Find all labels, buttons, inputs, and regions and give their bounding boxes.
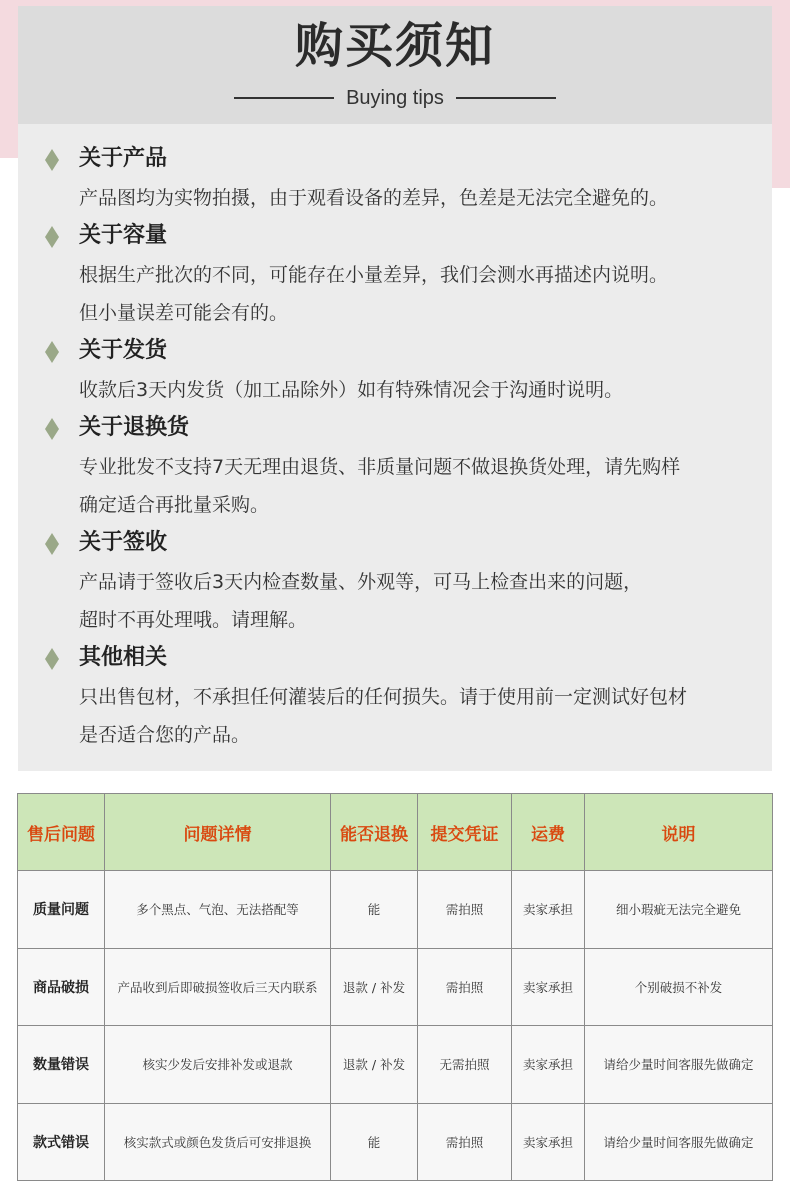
table-cell-shipping: 卖家承担 [512, 871, 585, 949]
table-header-cell: 运费 [512, 794, 585, 871]
section-receipt [18, 525, 772, 639]
diamond-icon [45, 341, 59, 363]
section-line: 根据生产批次的不同，可能存在小量差异，我们会测水再描述内说明。 [79, 264, 669, 286]
section-capacity [18, 218, 772, 332]
section-title: 关于产品 [79, 146, 168, 171]
table-cell-issue: 质量问题 [18, 871, 105, 949]
page-title: 购买须知 [294, 18, 495, 74]
table-cell-returnable: 能 [331, 871, 418, 949]
table-cell-detail: 核实款式或颜色发货后可安排退换 [105, 1103, 331, 1181]
table-header-cell: 售后问题 [18, 794, 105, 871]
section-line: 收款后3天内发货（加工品除外）如有特殊情况会于沟通时说明。 [79, 379, 624, 401]
table-cell-note: 请给少量时间客服先做确定 [585, 1026, 773, 1104]
section-title: 关于发货 [79, 338, 168, 363]
section-shipping [18, 333, 772, 409]
table-cell-detail: 核实少发后安排补发或退款 [105, 1026, 331, 1104]
section-title: 关于签收 [79, 530, 168, 555]
diamond-icon [45, 226, 59, 248]
section-line: 超时不再处理哦。请理解。 [79, 609, 308, 631]
table-cell-evidence: 无需拍照 [418, 1026, 512, 1104]
table-cell-evidence: 需拍照 [418, 948, 512, 1026]
table-row [18, 948, 773, 1026]
table-header-cell: 问题详情 [105, 794, 331, 871]
subtitle-rule-left [234, 97, 334, 99]
section-line: 产品图均为实物拍摄，由于观看设备的差异，色差是无法完全避免的。 [79, 187, 669, 209]
table-cell-returnable: 退款 / 补发 [331, 948, 418, 1026]
table-cell-issue: 款式错误 [18, 1103, 105, 1181]
table-cell-note: 细小瑕疵无法完全避免 [585, 871, 773, 949]
diamond-icon [45, 149, 59, 171]
table-cell-issue: 数量错误 [18, 1026, 105, 1104]
table-cell-shipping: 卖家承担 [512, 948, 585, 1026]
table-cell-returnable: 退款 / 补发 [331, 1026, 418, 1104]
page-subtitle: Buying tips [346, 87, 444, 109]
table-cell-detail: 产品收到后即破损签收后三天内联系 [105, 948, 331, 1026]
section-title: 关于容量 [79, 223, 168, 248]
notice-sections [18, 141, 772, 755]
section-line: 只出售包材，不承担任何灌装后的任何损失。请于使用前一定测试好包材 [79, 686, 688, 708]
section-line: 产品请于签收后3天内检查数量、外观等，可马上检查出来的问题， [79, 571, 643, 593]
section-other [18, 640, 772, 754]
table-cell-detail: 多个黑点、气泡、无法搭配等 [105, 871, 331, 949]
diamond-icon [45, 648, 59, 670]
section-line: 确定适合再批量采购。 [79, 494, 270, 516]
table-header-cell: 说明 [585, 794, 773, 871]
section-line: 是否适合您的产品。 [79, 724, 251, 746]
table-cell-returnable: 能 [331, 1103, 418, 1181]
table-cell-shipping: 卖家承担 [512, 1103, 585, 1181]
table-cell-shipping: 卖家承担 [512, 1026, 585, 1104]
table-cell-evidence: 需拍照 [418, 871, 512, 949]
table-row [18, 871, 773, 949]
after-sales-table-container [17, 793, 772, 1181]
table-cell-note: 请给少量时间客服先做确定 [585, 1103, 773, 1181]
table-header-cell: 提交凭证 [418, 794, 512, 871]
section-title: 其他相关 [79, 645, 168, 670]
table-header-row [18, 794, 773, 871]
notice-header [18, 6, 772, 124]
table-cell-issue: 商品破损 [18, 948, 105, 1026]
section-product [18, 141, 772, 217]
subtitle-rule-right [456, 97, 556, 99]
section-returns [18, 410, 772, 524]
buying-notice-panel [18, 6, 772, 771]
table-header-cell: 能否退换 [331, 794, 418, 871]
table-row [18, 1103, 773, 1181]
diamond-icon [45, 418, 59, 440]
subtitle-row [18, 84, 772, 112]
table-cell-evidence: 需拍照 [418, 1103, 512, 1181]
table-cell-note: 个别破损不补发 [585, 948, 773, 1026]
diamond-icon [45, 533, 59, 555]
section-line: 但小量误差可能会有的。 [79, 302, 289, 324]
section-title: 关于退换货 [79, 415, 190, 440]
table-row [18, 1026, 773, 1104]
background-pink-band-edge [772, 158, 790, 188]
section-line: 专业批发不支持7天无理由退货、非质量问题不做退换货处理，请先购样 [79, 456, 681, 478]
after-sales-table [17, 793, 773, 1181]
